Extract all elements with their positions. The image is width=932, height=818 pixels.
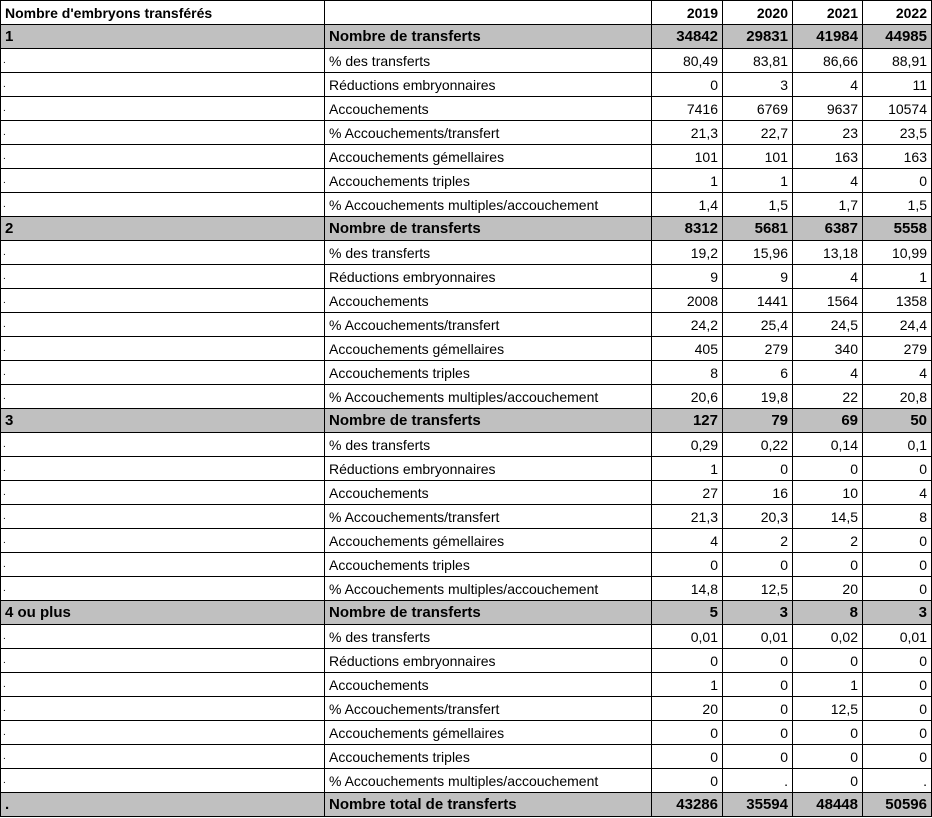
group-value: 44985 <box>863 25 932 49</box>
row-label: % Accouchements multiples/accouchement <box>325 193 652 217</box>
row-category: . <box>1 457 325 481</box>
row-category: . <box>1 433 325 457</box>
group-row <box>1 217 932 241</box>
row-value: 0 <box>863 553 932 577</box>
total-value: 48448 <box>793 793 863 817</box>
row-category: . <box>1 385 325 409</box>
row-value: 1 <box>652 673 723 697</box>
row-value: 14,5 <box>793 505 863 529</box>
row-value: 21,3 <box>652 121 723 145</box>
row-value: 2 <box>793 529 863 553</box>
row-category: . <box>1 721 325 745</box>
row-value: 0 <box>652 649 723 673</box>
row-value: 23 <box>793 121 863 145</box>
row-value: 19,2 <box>652 241 723 265</box>
row-value: 163 <box>863 145 932 169</box>
group-label: Nombre de transferts <box>325 217 652 241</box>
row-label: Accouchements triples <box>325 553 652 577</box>
row-value: 1 <box>793 673 863 697</box>
row-value: 1,5 <box>723 193 793 217</box>
row-category: . <box>1 769 325 793</box>
row-value: 3 <box>723 73 793 97</box>
total-label: Nombre total de transferts <box>325 793 652 817</box>
row-value: 24,4 <box>863 313 932 337</box>
row-value: 101 <box>723 145 793 169</box>
table-row <box>1 457 932 481</box>
total-category: . <box>1 793 325 817</box>
row-value: 163 <box>793 145 863 169</box>
group-row <box>1 601 932 625</box>
row-category: . <box>1 337 325 361</box>
row-category: . <box>1 529 325 553</box>
year-header: 2022 <box>863 1 932 25</box>
row-category: . <box>1 697 325 721</box>
table-row <box>1 769 932 793</box>
group-row <box>1 409 932 433</box>
row-value: 2008 <box>652 289 723 313</box>
row-value: 2 <box>723 529 793 553</box>
row-label: Accouchements triples <box>325 361 652 385</box>
row-value: 0,01 <box>863 625 932 649</box>
group-value: 5681 <box>723 217 793 241</box>
row-label: % Accouchements multiples/accouchement <box>325 385 652 409</box>
row-value: 4 <box>793 361 863 385</box>
row-value: 0 <box>863 745 932 769</box>
header-label <box>325 1 652 25</box>
row-value: 13,18 <box>793 241 863 265</box>
table-row <box>1 721 932 745</box>
row-label: Accouchements <box>325 481 652 505</box>
row-value: 1 <box>652 169 723 193</box>
group-value: 8312 <box>652 217 723 241</box>
row-value: 20,3 <box>723 505 793 529</box>
group-name: 2 <box>1 217 325 241</box>
row-value: 0,1 <box>863 433 932 457</box>
row-value: 14,8 <box>652 577 723 601</box>
row-value: 1,5 <box>863 193 932 217</box>
table-row <box>1 193 932 217</box>
row-value: . <box>723 769 793 793</box>
row-value: 15,96 <box>723 241 793 265</box>
year-header: 2019 <box>652 1 723 25</box>
row-label: Accouchements gémellaires <box>325 721 652 745</box>
row-category: . <box>1 49 325 73</box>
row-label: Accouchements triples <box>325 745 652 769</box>
table-row <box>1 49 932 73</box>
row-value: 1,4 <box>652 193 723 217</box>
row-value: 4 <box>863 481 932 505</box>
table-row <box>1 577 932 601</box>
row-category: . <box>1 145 325 169</box>
row-value: 22,7 <box>723 121 793 145</box>
row-value: 0 <box>723 553 793 577</box>
row-label: Réductions embryonnaires <box>325 73 652 97</box>
row-value: 0 <box>723 673 793 697</box>
row-value: 1441 <box>723 289 793 313</box>
year-header: 2021 <box>793 1 863 25</box>
row-category: . <box>1 481 325 505</box>
table-row <box>1 241 932 265</box>
table-row <box>1 505 932 529</box>
row-value: 22 <box>793 385 863 409</box>
table-row <box>1 97 932 121</box>
row-value: 4 <box>863 361 932 385</box>
group-label: Nombre de transferts <box>325 601 652 625</box>
row-value: 0 <box>652 745 723 769</box>
row-value: 24,2 <box>652 313 723 337</box>
group-row <box>1 25 932 49</box>
row-label: % Accouchements multiples/accouchement <box>325 769 652 793</box>
row-value: 4 <box>793 169 863 193</box>
group-value: 79 <box>723 409 793 433</box>
row-category: . <box>1 745 325 769</box>
group-value: 8 <box>793 601 863 625</box>
row-value: 12,5 <box>793 697 863 721</box>
row-value: 24,5 <box>793 313 863 337</box>
row-value: 83,81 <box>723 49 793 73</box>
row-value: 10 <box>793 481 863 505</box>
row-category: . <box>1 289 325 313</box>
row-category: . <box>1 505 325 529</box>
row-value: 0 <box>863 529 932 553</box>
table-row <box>1 337 932 361</box>
row-label: % Accouchements/transfert <box>325 505 652 529</box>
row-label: % Accouchements/transfert <box>325 313 652 337</box>
row-label: Accouchements gémellaires <box>325 529 652 553</box>
row-value: 27 <box>652 481 723 505</box>
row-value: 0 <box>723 457 793 481</box>
group-name: 1 <box>1 25 325 49</box>
group-value: 5558 <box>863 217 932 241</box>
row-value: 0,02 <box>793 625 863 649</box>
row-value: 0 <box>652 769 723 793</box>
row-category: . <box>1 361 325 385</box>
row-value: 80,49 <box>652 49 723 73</box>
table-row <box>1 481 932 505</box>
group-label: Nombre de transferts <box>325 25 652 49</box>
row-value: 1564 <box>793 289 863 313</box>
row-value: 0 <box>793 721 863 745</box>
row-value: 0 <box>793 553 863 577</box>
row-label: Réductions embryonnaires <box>325 649 652 673</box>
year-header: 2020 <box>723 1 793 25</box>
row-value: 21,3 <box>652 505 723 529</box>
row-value: 340 <box>793 337 863 361</box>
row-label: Accouchements <box>325 289 652 313</box>
row-category: . <box>1 193 325 217</box>
table-row <box>1 313 932 337</box>
group-value: 34842 <box>652 25 723 49</box>
row-value: 4 <box>652 529 723 553</box>
row-value: 20 <box>793 577 863 601</box>
header-title: Nombre d'embryons transférés <box>1 1 325 25</box>
row-value: 279 <box>723 337 793 361</box>
group-value: 50 <box>863 409 932 433</box>
row-value: 0 <box>793 457 863 481</box>
table-row <box>1 649 932 673</box>
row-value: 0,01 <box>652 625 723 649</box>
total-value: 43286 <box>652 793 723 817</box>
row-category: . <box>1 241 325 265</box>
row-value: 9 <box>652 265 723 289</box>
table-row <box>1 697 932 721</box>
row-value: 6 <box>723 361 793 385</box>
row-label: % Accouchements multiples/accouchement <box>325 577 652 601</box>
group-label: Nombre de transferts <box>325 409 652 433</box>
row-value: 10574 <box>863 97 932 121</box>
table-row <box>1 385 932 409</box>
group-value: 41984 <box>793 25 863 49</box>
row-value: 0 <box>793 745 863 769</box>
row-value: 0 <box>723 745 793 769</box>
row-category: . <box>1 673 325 697</box>
row-value: 1 <box>652 457 723 481</box>
row-value: 1 <box>723 169 793 193</box>
row-category: . <box>1 625 325 649</box>
table-row <box>1 145 932 169</box>
row-category: . <box>1 265 325 289</box>
row-value: 0 <box>863 457 932 481</box>
row-value: 101 <box>652 145 723 169</box>
row-label: % des transferts <box>325 49 652 73</box>
group-value: 6387 <box>793 217 863 241</box>
row-category: . <box>1 649 325 673</box>
row-value: 0 <box>652 721 723 745</box>
row-category: . <box>1 121 325 145</box>
row-value: 11 <box>863 73 932 97</box>
row-label: Réductions embryonnaires <box>325 457 652 481</box>
total-value: 50596 <box>863 793 932 817</box>
row-label: Accouchements gémellaires <box>325 145 652 169</box>
row-value: 20,8 <box>863 385 932 409</box>
row-label: Accouchements <box>325 673 652 697</box>
table-row <box>1 121 932 145</box>
row-category: . <box>1 73 325 97</box>
table-row <box>1 745 932 769</box>
row-value: 0 <box>723 721 793 745</box>
row-value: 1358 <box>863 289 932 313</box>
row-value: 0 <box>863 673 932 697</box>
row-value: 4 <box>793 73 863 97</box>
table-row <box>1 73 932 97</box>
row-value: 1,7 <box>793 193 863 217</box>
table-row <box>1 433 932 457</box>
row-value: 20,6 <box>652 385 723 409</box>
row-value: 23,5 <box>863 121 932 145</box>
row-category: . <box>1 97 325 121</box>
row-value: 9 <box>723 265 793 289</box>
group-value: 5 <box>652 601 723 625</box>
row-label: % des transferts <box>325 241 652 265</box>
row-label: Accouchements triples <box>325 169 652 193</box>
row-label: % des transferts <box>325 433 652 457</box>
row-value: 0 <box>863 169 932 193</box>
row-category: . <box>1 169 325 193</box>
row-value: 88,91 <box>863 49 932 73</box>
row-value: 0 <box>863 577 932 601</box>
row-value: 0,29 <box>652 433 723 457</box>
row-category: . <box>1 313 325 337</box>
row-label: % Accouchements/transfert <box>325 121 652 145</box>
row-label: Accouchements <box>325 97 652 121</box>
table-row <box>1 553 932 577</box>
group-value: 127 <box>652 409 723 433</box>
row-value: 279 <box>863 337 932 361</box>
total-row <box>1 793 932 817</box>
row-value: 9637 <box>793 97 863 121</box>
table-row <box>1 529 932 553</box>
row-label: Réductions embryonnaires <box>325 265 652 289</box>
row-value: 0,01 <box>723 625 793 649</box>
row-value: 16 <box>723 481 793 505</box>
row-value: 7416 <box>652 97 723 121</box>
table-row <box>1 169 932 193</box>
group-value: 29831 <box>723 25 793 49</box>
row-label: Accouchements gémellaires <box>325 337 652 361</box>
row-value: 0 <box>863 721 932 745</box>
group-name: 4 ou plus <box>1 601 325 625</box>
row-value: 1 <box>863 265 932 289</box>
table-row <box>1 265 932 289</box>
row-value: 0 <box>793 649 863 673</box>
total-value: 35594 <box>723 793 793 817</box>
row-value: 0,22 <box>723 433 793 457</box>
row-value: 19,8 <box>723 385 793 409</box>
row-value: 4 <box>793 265 863 289</box>
row-value: 0 <box>723 649 793 673</box>
table-row <box>1 673 932 697</box>
row-value: 0,14 <box>793 433 863 457</box>
row-value: 25,4 <box>723 313 793 337</box>
group-value: 3 <box>863 601 932 625</box>
row-value: 0 <box>863 649 932 673</box>
row-label: % Accouchements/transfert <box>325 697 652 721</box>
header-row <box>1 1 932 25</box>
row-label: % des transferts <box>325 625 652 649</box>
row-value: 20 <box>652 697 723 721</box>
row-category: . <box>1 553 325 577</box>
group-name: 3 <box>1 409 325 433</box>
row-value: 0 <box>652 73 723 97</box>
row-value: 8 <box>863 505 932 529</box>
group-value: 69 <box>793 409 863 433</box>
row-value: 8 <box>652 361 723 385</box>
row-value: 10,99 <box>863 241 932 265</box>
row-value: . <box>863 769 932 793</box>
table-row <box>1 289 932 313</box>
row-value: 0 <box>652 553 723 577</box>
row-value: 0 <box>793 769 863 793</box>
row-value: 0 <box>863 697 932 721</box>
row-value: 12,5 <box>723 577 793 601</box>
table-row <box>1 361 932 385</box>
table-row <box>1 625 932 649</box>
row-category: . <box>1 577 325 601</box>
row-value: 86,66 <box>793 49 863 73</box>
row-value: 6769 <box>723 97 793 121</box>
row-value: 0 <box>723 697 793 721</box>
row-value: 405 <box>652 337 723 361</box>
group-value: 3 <box>723 601 793 625</box>
